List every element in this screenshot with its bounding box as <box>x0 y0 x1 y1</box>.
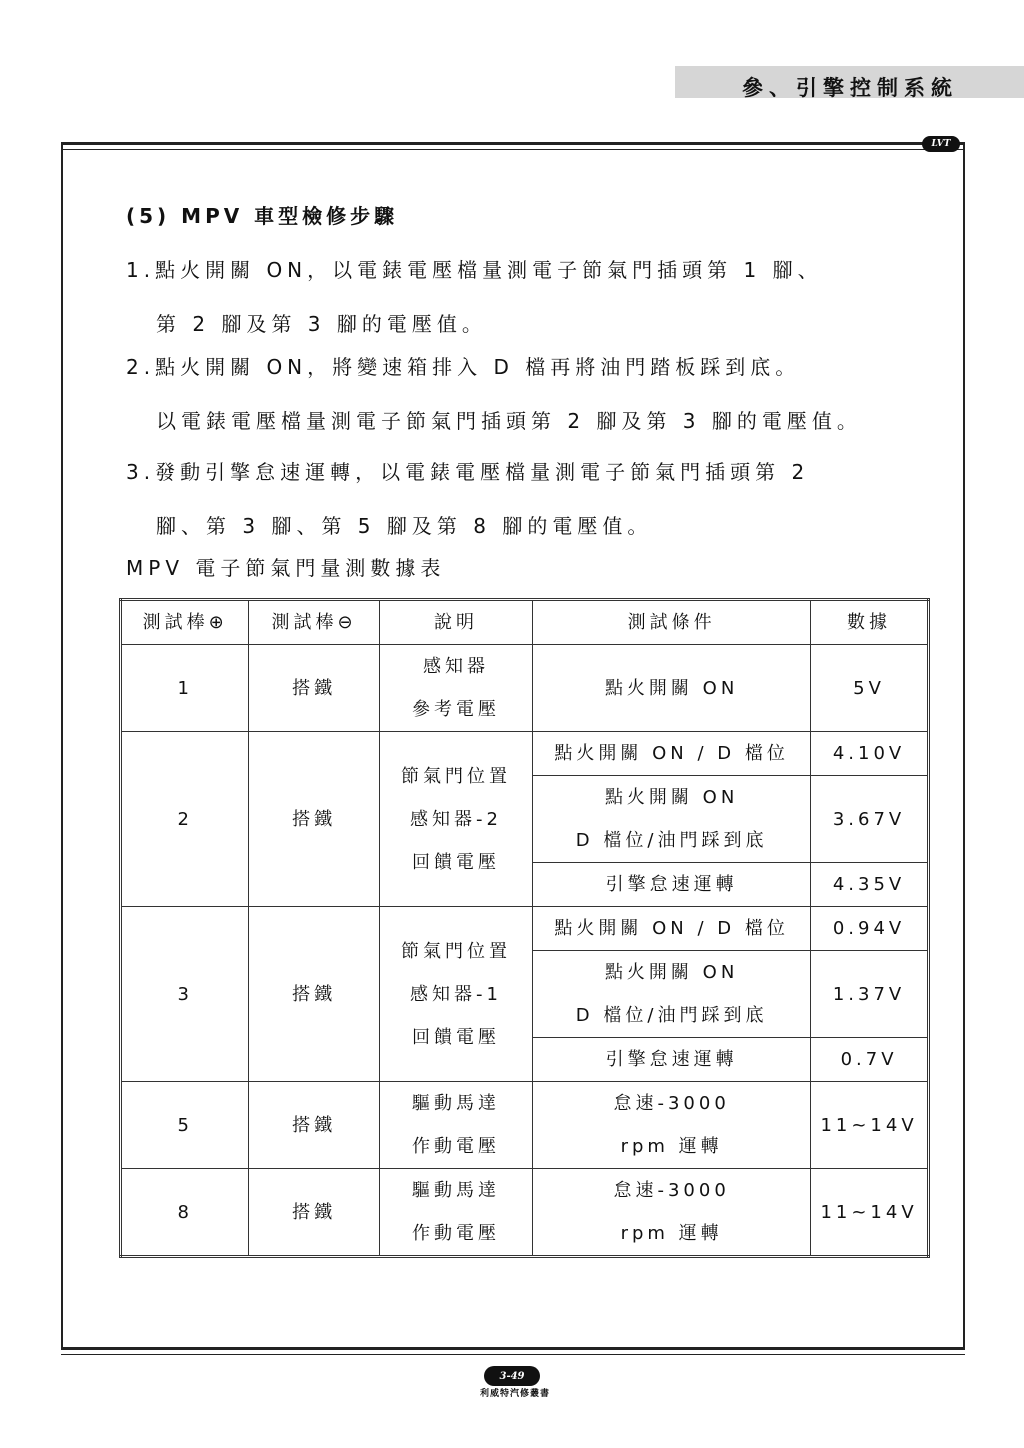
step-2 <box>126 340 946 448</box>
description-line: 節氣門位置 <box>400 765 511 787</box>
value-cell: 1.37V <box>811 951 929 1038</box>
condition-line: rpm 運轉 <box>620 1223 723 1244</box>
description-line: 回饋電壓 <box>411 1026 500 1048</box>
description-cell <box>379 1082 532 1169</box>
table-header-row <box>121 600 929 645</box>
value-cell: 4.10V <box>811 732 929 776</box>
table-row <box>121 732 929 776</box>
description-line: 回饋電壓 <box>411 851 500 873</box>
header-probe-positive: 測試棒⊕ <box>121 600 249 645</box>
condition-cell: 點火開關 ON / D 檔位 <box>533 907 811 951</box>
footer-rule <box>61 1347 965 1350</box>
footer-rule-thin <box>61 1354 965 1355</box>
chapter-title: 參、引擎控制系統 <box>742 76 958 100</box>
description-line: 感知器-2 <box>409 808 502 830</box>
step-2-line-2: 以電錶電壓檔量測電子節氣門插頭第 2 腳及第 3 腳的電壓值。 <box>156 409 862 433</box>
probe-negative-cell: 搭鐵 <box>249 645 379 732</box>
condition-cell <box>533 951 811 1038</box>
step-3-line-2: 腳、第 3 腳、第 5 腳及第 8 腳的電壓值。 <box>156 514 653 538</box>
description-line: 節氣門位置 <box>400 940 511 962</box>
condition-cell: 點火開關 ON <box>533 645 811 732</box>
description-line: 作動電壓 <box>411 1136 500 1157</box>
publisher-logo-icon: LVT <box>922 136 960 152</box>
description-line: 參考電壓 <box>411 699 500 720</box>
frame-top-rule <box>61 149 965 150</box>
value-cell: 11~14V <box>811 1169 929 1257</box>
header-probe-negative: 測試棒⊖ <box>249 600 379 645</box>
section-heading: (5) MPV 車型檢修步驟 <box>126 204 399 228</box>
step-1-line-1: 1.點火開關 ON，以電錶電壓檔量測電子節氣門插頭第 1 腳、 <box>126 258 823 282</box>
table-row <box>121 1082 929 1169</box>
description-line: 感知器-1 <box>409 983 502 1005</box>
measurement-table <box>119 598 930 1258</box>
step-3-line-1: 3.發動引擎怠速運轉，以電錶電壓檔量測電子節氣門插頭第 2 <box>126 460 810 484</box>
condition-line: 怠速-3000 <box>613 1093 730 1114</box>
description-cell <box>379 732 532 907</box>
probe-positive-cell: 8 <box>121 1169 249 1257</box>
publisher-name: 利威特汽修叢書 <box>479 1389 550 1399</box>
condition-line: D 檔位/油門踩到底 <box>575 830 768 851</box>
condition-cell: 引擎怠速運轉 <box>533 1038 811 1082</box>
description-line: 作動電壓 <box>411 1223 500 1244</box>
step-2-line-1: 2.點火開關 ON，將變速箱排入 D 檔再將油門踏板踩到底。 <box>126 355 801 379</box>
description-cell <box>379 907 532 1082</box>
header-condition: 測試條件 <box>533 600 811 645</box>
condition-line: 點火開關 ON <box>604 787 739 808</box>
value-cell: 5V <box>811 645 929 732</box>
header-value: 數據 <box>811 600 929 645</box>
probe-negative-cell: 搭鐵 <box>249 1082 379 1169</box>
probe-positive-cell: 3 <box>121 907 249 1082</box>
value-cell: 0.7V <box>811 1038 929 1082</box>
table-row <box>121 1169 929 1257</box>
condition-line: D 檔位/油門踩到底 <box>575 1005 768 1026</box>
table-row <box>121 645 929 732</box>
condition-line: rpm 運轉 <box>620 1136 723 1157</box>
value-cell: 0.94V <box>811 907 929 951</box>
table-row <box>121 907 929 951</box>
probe-positive-cell: 5 <box>121 1082 249 1169</box>
condition-cell: 點火開關 ON / D 檔位 <box>533 732 811 776</box>
header-description: 說明 <box>379 600 532 645</box>
condition-line: 點火開關 ON <box>604 962 739 983</box>
description-cell <box>379 1169 532 1257</box>
description-line: 驅動馬達 <box>411 1180 500 1201</box>
description-cell <box>379 645 532 732</box>
value-cell: 3.67V <box>811 776 929 863</box>
condition-cell <box>533 776 811 863</box>
probe-negative-cell: 搭鐵 <box>249 1169 379 1257</box>
page-number: 3-49 <box>484 1366 540 1386</box>
table-title: MPV 電子節氣門量測數據表 <box>126 556 446 580</box>
value-cell: 11~14V <box>811 1082 929 1169</box>
condition-line: 怠速-3000 <box>613 1180 730 1201</box>
probe-positive-cell: 2 <box>121 732 249 907</box>
condition-cell <box>533 1169 811 1257</box>
step-1 <box>126 243 946 351</box>
probe-negative-cell: 搭鐵 <box>249 732 379 907</box>
description-line: 感知器 <box>422 656 489 677</box>
condition-cell <box>533 1082 811 1169</box>
description-line: 驅動馬達 <box>411 1093 500 1114</box>
value-cell: 4.35V <box>811 863 929 907</box>
condition-cell: 引擎怠速運轉 <box>533 863 811 907</box>
step-1-line-2: 第 2 腳及第 3 腳的電壓值。 <box>156 312 487 336</box>
step-3 <box>126 445 946 553</box>
probe-negative-cell: 搭鐵 <box>249 907 379 1082</box>
probe-positive-cell: 1 <box>121 645 249 732</box>
